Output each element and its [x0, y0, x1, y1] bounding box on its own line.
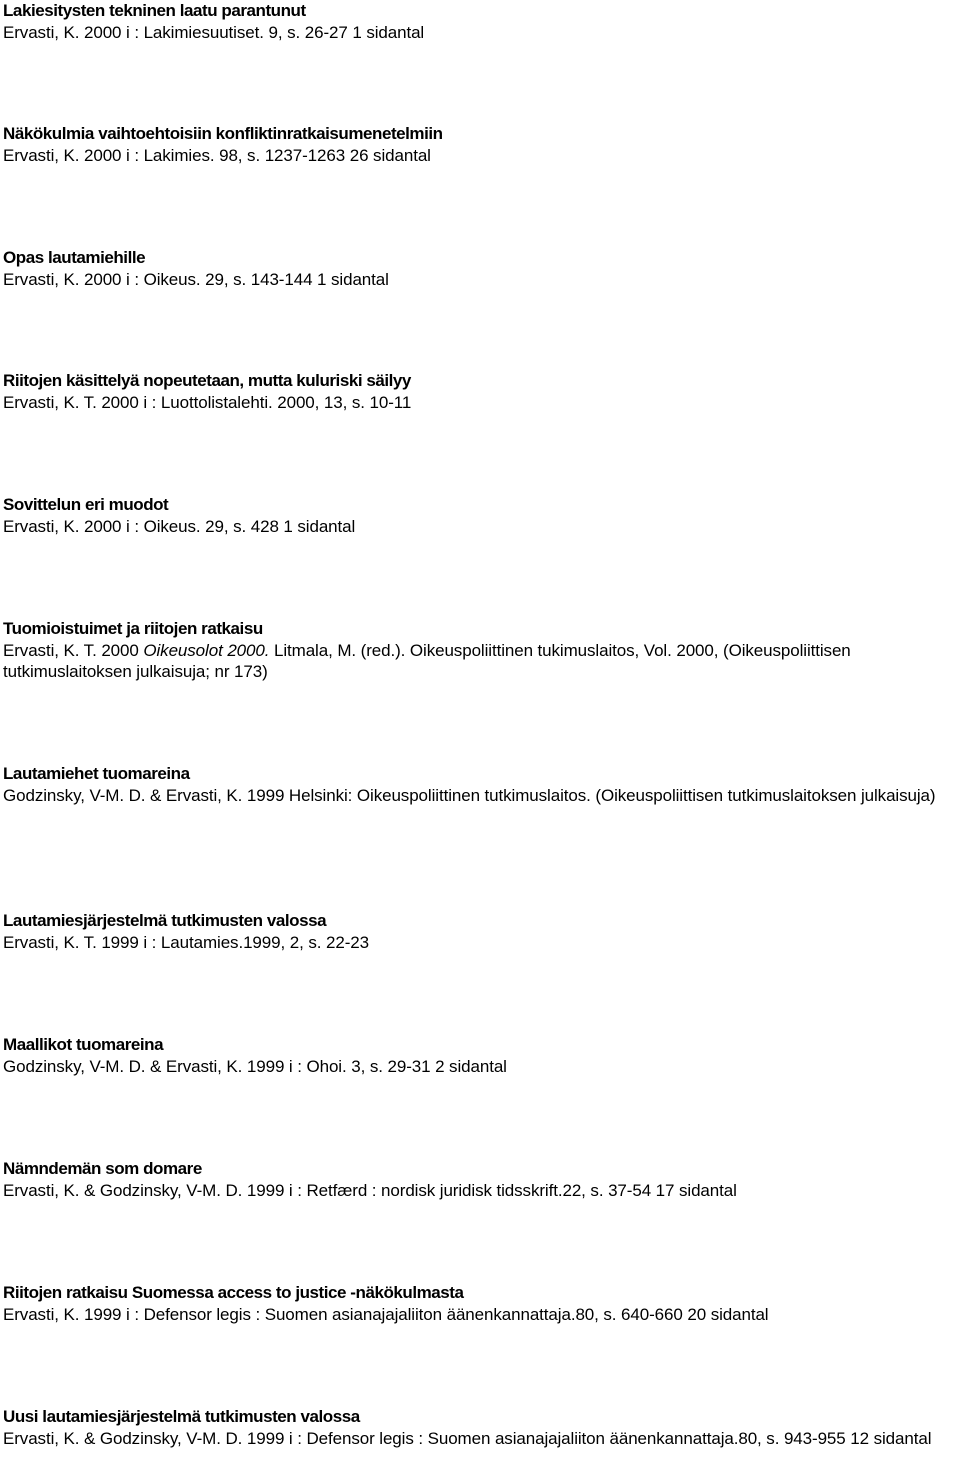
publication-entry: [3, 494, 954, 537]
entry-title: Lautamiesjärjestelmä tutkimusten valossa: [3, 911, 327, 930]
entry-title: Lautamiehet tuomareina: [3, 764, 190, 783]
entry-detail-text: Litmala, M. (red.). Oikeuspoliittinen tukimuslaitos, Vol. 2000, (Oikeuspoliittisen tutkimuslaitoksen julkaisuja; nr 173): [3, 641, 851, 681]
publication-entry: [3, 247, 954, 290]
entry-title: Tuomioistuimet ja riitojen ratkaisu: [3, 619, 263, 638]
entry-title: Opas lautamiehille: [3, 248, 146, 267]
publication-entry: [3, 1034, 954, 1077]
publication-entry: [3, 618, 954, 682]
entry-title: Maallikot tuomareina: [3, 1035, 164, 1054]
entry-detail-italic: Oikeusolot 2000.: [143, 641, 270, 660]
entry-detail: Ervasti, K. 1999 i : Defensor legis : Suomen asianajajaliiton äänenkannattaja.80, s. 640-660 20 sidantal: [3, 1305, 769, 1324]
entry-detail: Ervasti, K. 2000 i : Lakimies. 98, s. 1237-1263 26 sidantal: [3, 146, 431, 165]
entry-title: Sovittelun eri muodot: [3, 495, 169, 514]
publication-entry: [3, 123, 954, 166]
entry-detail: [3, 640, 954, 682]
publication-entry: [3, 0, 954, 43]
publication-entry: [3, 910, 954, 953]
entry-detail: Ervasti, K. T. 1999 i : Lautamies.1999, 2, s. 22-23: [3, 933, 369, 952]
entry-detail: Ervasti, K. T. 2000 i : Luottolistalehti. 2000, 13, s. 10-11: [3, 393, 412, 412]
publication-entry: [3, 763, 954, 806]
publication-entry: [3, 1158, 954, 1201]
entry-detail: Godzinsky, V-M. D. & Ervasti, K. 1999 i : Ohoi. 3, s. 29-31 2 sidantal: [3, 1057, 507, 1076]
entry-detail: Ervasti, K. & Godzinsky, V-M. D. 1999 i : Defensor legis : Suomen asianajajaliiton äänenkannattaja.80, s. 943-955 12 sidantal: [3, 1429, 932, 1448]
entry-detail: Ervasti, K. 2000 i : Lakimiesuutiset. 9, s. 26-27 1 sidantal: [3, 23, 425, 42]
entry-title: Riitojen käsittelyä nopeutetaan, mutta kuluriski säilyy: [3, 371, 411, 390]
entry-detail-text: Ervasti, K. T. 2000: [3, 641, 144, 660]
entry-title: Lakiesitysten tekninen laatu parantunut: [3, 1, 306, 20]
entry-detail: Godzinsky, V-M. D. & Ervasti, K. 1999 Helsinki: Oikeuspoliittinen tutkimuslaitos. (Oikeuspoliittisen tutkimuslaitoksen julkaisuja): [3, 786, 936, 805]
entry-title: Nämndemän som domare: [3, 1159, 202, 1178]
entry-detail: Ervasti, K. & Godzinsky, V-M. D. 1999 i : Retfærd : nordisk juridisk tidsskrift.22, s. 37-54 17 sidantal: [3, 1181, 737, 1200]
publication-entry: [3, 1282, 954, 1325]
entry-detail: Ervasti, K. 2000 i : Oikeus. 29, s. 428 1 sidantal: [3, 517, 356, 536]
entry-title: Näkökulmia vaihtoehtoisiin konfliktinratkaisumenetelmiin: [3, 124, 443, 143]
entry-title: Riitojen ratkaisu Suomessa access to justice -näkökulmasta: [3, 1283, 464, 1302]
entry-detail: Ervasti, K. 2000 i : Oikeus. 29, s. 143-144 1 sidantal: [3, 270, 389, 289]
publication-entry: [3, 1406, 954, 1449]
entry-title: Uusi lautamiesjärjestelmä tutkimusten valossa: [3, 1407, 360, 1426]
publication-entry: [3, 370, 954, 413]
